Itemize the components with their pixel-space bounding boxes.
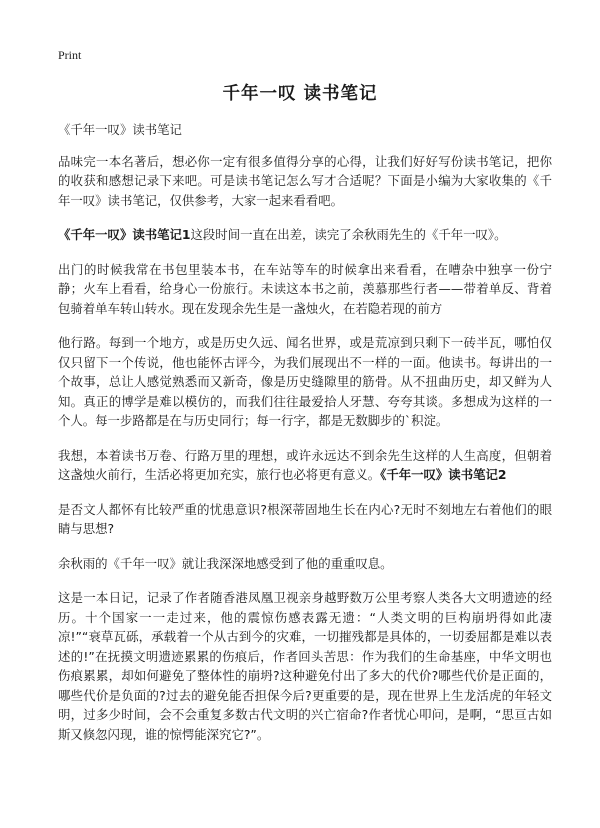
note1-paragraph [58,225,552,245]
note1-heading: 《千年一叹》读书笔记1 [58,227,191,242]
intro-paragraph: 品味完一本名著后，想必你一定有很多值得分享的心得，让我们好好写份读书笔记，把你的收获和感想记录下来吧。可是读书笔记怎么写才合适呢？下面是小编为大家收集的《千年一叹》读书笔记，仅供参考，大家一起来看看吧。 [58,153,552,208]
print-label: Print [58,48,82,62]
note2-heading: 《千年一叹》读书笔记2 [380,467,507,482]
depart-paragraph: 出门的时候我常在书包里装本书，在车站等车的时候拿出来看看，在嘈杂中独享一份宁静；火车上看看，给身心一份旅行。未读这本书之前，羡慕那些行者——带着单反、背着包骑着单车转山转水。现在发现余先生是一盏烛火，在若隐若现的前方 [58,261,552,316]
subtitle: 《千年一叹》读书笔记 [58,122,182,137]
note1-first-text: 这段时间一直在出差，读完了余秋雨先生的《千年一叹》。 [190,227,507,242]
thought-text: 我想，本着读书万卷、行路万里的理想，或许永远达不到余先生这样的人生高度，但朝着这盏烛火前行，生活必将更加充实，旅行也必将更有意义。 [58,447,552,482]
yu-paragraph: 余秋雨的《千年一叹》就让我深深地感受到了他的重重叹息。 [58,555,393,571]
document-body [58,120,552,744]
page-title: 千年一叹 读书笔记 [222,84,378,104]
thought-paragraph [58,446,552,485]
path-paragraph: 他行路。每到一个地方，或是历史久远、闻名世界，或是荒凉到只剩下一砖半瓦，哪怕仅仅只留下一个传说，他也能怀古评今，为我们展现出不一样的一面。他读书。每讲出的一个故事，总让人感觉熟悉而又新奇，像是历史缝隙里的筋骨。从不扭曲历史，却又鲜为人知。真正的博学是难以模仿的，而我们往往最爱拾人牙慧、夸夸其谈。多想成为这样的一个人。每一步路都是在与历史同行；每一行字，都是无数脚步的`积淀。 [58,335,552,428]
question-paragraph: 是否文人都怀有比较严重的忧患意识?根深蒂固地生长在内心?无时不刻地左右着他们的眼睛与思想? [58,501,552,536]
diary-paragraph: 这是一本日记，记录了作者随香港凤凰卫视亲身越野数万公里考察人类各大文明遗迹的经历。十个国家一一走过来，他的震惊伤感表露无遗：“人类文明的巨构崩坍得如此凄凉!”“衰草瓦砾，承载着一个从古到今的灾难，一切摧残都是具体的，一切委屈都是难以表述的!”在抚摸文明遗迹累累的伤痕后，作者回头苦思：作为我们的生命基座，中华文明也伤痕累累，却如何避免了整体性的崩坍?这种避免付出了多大的代价?哪些代价是正面的，哪些代价是负面的?过去的避免能否担保今后?更重要的是，现在世界上生龙活虎的年轻文明，过多少时间，会不会重复多数古代文明的兴亡宿命?作者忧心叩问，是啊，“思亘古如斯又倏忽闪现，谁的惊愕能深究它?”。 [58,590,552,742]
